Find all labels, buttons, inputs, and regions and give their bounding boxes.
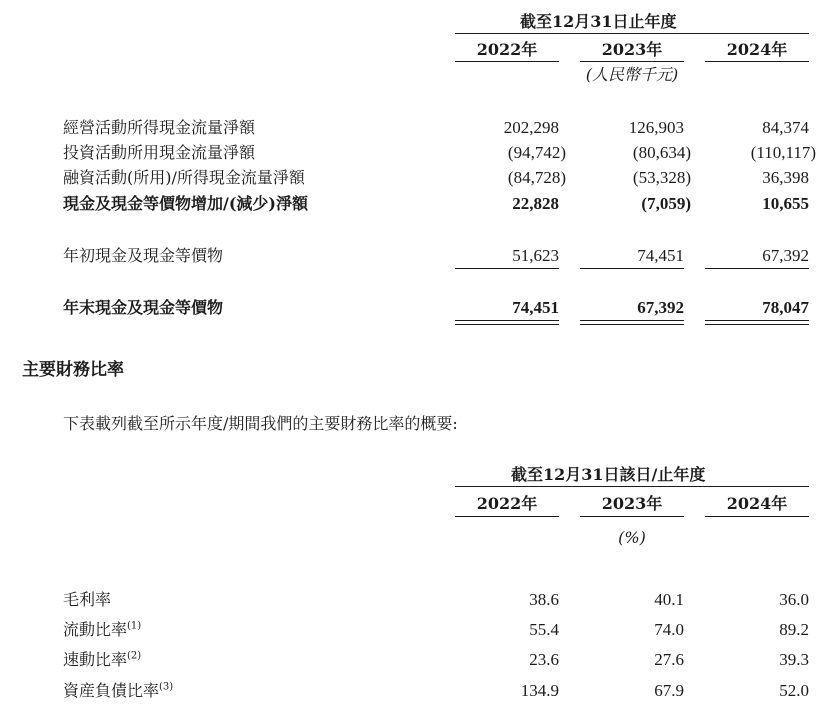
cashflow-cell: 202,298 [503, 118, 559, 137]
ratios-unit: (%) [618, 528, 646, 547]
ratio-row-label [63, 681, 173, 701]
cashflow-cell: 10,655 [762, 194, 809, 213]
cashflow-cell: (84,728) [507, 168, 566, 187]
year-rule-2022 [455, 61, 559, 62]
cashflow-cell: 67,392 [637, 298, 684, 317]
section-title: 主要財務比率 [22, 360, 124, 380]
ratio-cell: 40.1 [654, 590, 684, 609]
cashflow-cell: 84,374 [762, 118, 809, 137]
cashflow-cell: (80,634) [632, 143, 691, 162]
cashflow-unit: (人民幣千元) [585, 65, 679, 84]
cashflow-row-label: 融資活動(所用)/所得現金流量淨額 [63, 168, 305, 187]
year-rule-2023 [580, 61, 684, 62]
ratios-year-2024: 2024年 [726, 494, 788, 513]
section-intro: 下表載列截至所示年度/期間我們的主要財務比率的概要: [63, 414, 458, 433]
cashflow-cell: 67,392 [762, 246, 809, 265]
ratio-footnote-marker: (3) [159, 681, 174, 693]
total-rule-2024 [705, 320, 809, 321]
cashflow-cell: (94,742) [507, 143, 566, 162]
ratio-row-label [63, 620, 141, 640]
cashflow-cell: (53,328) [632, 168, 691, 187]
cashflow-row-label: 年初現金及現金等價物 [63, 246, 224, 265]
ratios-period-rule [455, 486, 809, 487]
cashflow-row-label: 現金及現金等價物增加/(減少)淨額 [63, 194, 308, 213]
cashflow-cell: 22,828 [512, 194, 559, 213]
ratios-year-2023: 2023年 [601, 494, 663, 513]
ratio-label-text: 速動比率 [63, 650, 128, 669]
cashflow-cell: (7,059) [641, 194, 691, 213]
subtotal-rule-2023 [580, 268, 684, 269]
ratio-cell: 74.0 [654, 620, 684, 639]
ratio-cell: 23.6 [529, 650, 559, 669]
year-rule-2024 [705, 61, 809, 62]
cashflow-row-label: 經營活動所得現金流量淨額 [63, 118, 256, 137]
ratio-cell: 38.6 [529, 590, 559, 609]
cashflow-year-2023: 2023年 [601, 40, 663, 59]
ratios-year-rule-2023 [580, 516, 684, 517]
cashflow-cell: 78,047 [762, 298, 809, 317]
cashflow-period-header: 截至12月31日止年度 [520, 12, 677, 31]
cashflow-cell: 74,451 [512, 298, 559, 317]
cashflow-year-2022: 2022年 [476, 40, 538, 59]
total-double-rule-2022 [455, 324, 559, 325]
ratios-year-2022: 2022年 [476, 494, 538, 513]
period-header-rule [455, 33, 809, 34]
ratio-cell: 39.3 [779, 650, 809, 669]
cashflow-cell: 51,623 [512, 246, 559, 265]
total-rule-2022 [455, 320, 559, 321]
ratio-footnote-marker: (2) [127, 650, 142, 662]
ratio-cell: 134.9 [520, 681, 559, 700]
total-double-rule-2023 [580, 324, 684, 325]
cashflow-cell: (110,117) [750, 143, 816, 162]
ratios-year-rule-2022 [455, 516, 559, 517]
cashflow-row-label: 投資活動所用現金流量淨額 [63, 143, 256, 162]
cashflow-year-2024: 2024年 [726, 40, 788, 59]
ratio-cell: 89.2 [779, 620, 809, 639]
ratio-cell: 52.0 [779, 681, 809, 700]
ratio-label-text: 流動比率 [63, 620, 128, 639]
ratio-cell: 55.4 [529, 620, 559, 639]
ratio-footnote-marker: (1) [127, 620, 142, 632]
ratio-cell: 67.9 [654, 681, 684, 700]
ratio-label-text: 毛利率 [63, 590, 112, 609]
total-rule-2023 [580, 320, 684, 321]
cashflow-row-label: 年末現金及現金等價物 [63, 298, 224, 317]
ratio-label-text: 資産負債比率 [63, 681, 160, 700]
ratio-row-label [63, 590, 111, 610]
cashflow-cell: 126,903 [628, 118, 684, 137]
cashflow-cell: 36,398 [762, 168, 809, 187]
ratios-period-header: 截至12月31日該日/止年度 [511, 465, 706, 484]
subtotal-rule-2022 [455, 268, 559, 269]
subtotal-rule-2024 [705, 268, 809, 269]
cashflow-cell: 74,451 [637, 246, 684, 265]
ratios-year-rule-2024 [705, 516, 809, 517]
total-double-rule-2024 [705, 324, 809, 325]
ratio-row-label [63, 650, 141, 670]
ratio-cell: 36.0 [779, 590, 809, 609]
ratio-cell: 27.6 [654, 650, 684, 669]
